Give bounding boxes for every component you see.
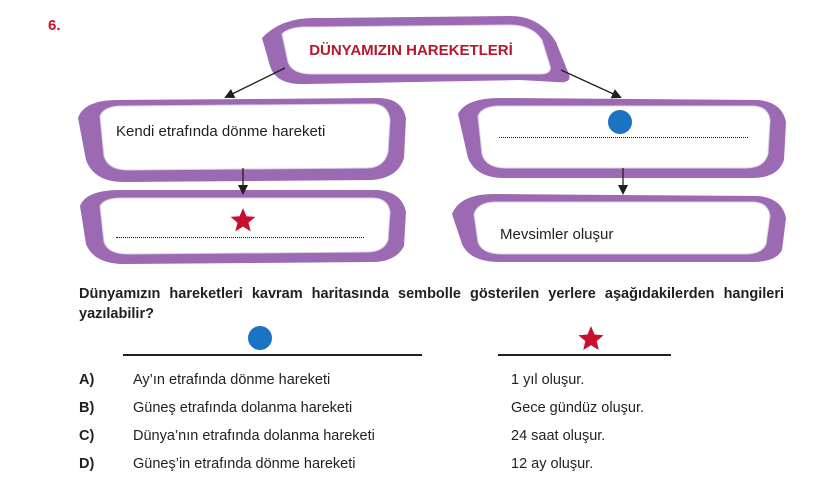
red-star-icon xyxy=(571,322,611,354)
map-title: DÜNYAMIZIN HAREKETLERİ xyxy=(309,42,513,59)
question-number: 6. xyxy=(48,17,61,34)
option-star-text: 12 ay oluşur. xyxy=(511,456,594,472)
option-letter: C) xyxy=(79,428,95,444)
arrow-title-left xyxy=(226,68,285,97)
arrow-title-right xyxy=(561,70,620,97)
option-star-text: 1 yıl oluşur. xyxy=(511,372,585,388)
option-circle-text: Dünya’nın etrafında dolanma hareketi xyxy=(133,428,375,444)
option-star-text: 24 saat oluşur. xyxy=(511,428,606,444)
option-circle-text: Güneş’in etrafında dönme hareketi xyxy=(133,456,356,472)
option-circle-text: Ay’ın etrafında dönme hareketi xyxy=(133,372,331,388)
right-bottom-text: Mevsimler oluşur xyxy=(500,226,614,243)
option-letter: D) xyxy=(79,456,95,472)
left-top-box xyxy=(78,98,406,182)
star-column-rule xyxy=(498,354,671,356)
left-top-text: Kendi etrafında dönme hareketi xyxy=(116,123,326,140)
left-bottom-box xyxy=(80,190,406,264)
option-letter: A) xyxy=(79,372,95,388)
question-text: Dünyamızın hareketleri kavram haritasında sembolle gösterilen yerlere aşağıdakilerden hangileri yazılabilir? xyxy=(79,286,784,322)
option-circle-text: Güneş etrafında dolanma hareketi xyxy=(133,400,353,416)
right-top-box xyxy=(458,98,786,178)
option-star-text: Gece gündüz oluşur. xyxy=(511,400,645,416)
blue-circle-icon xyxy=(240,322,280,354)
right-top-blank-line xyxy=(499,137,748,138)
option-letter: B) xyxy=(79,400,95,416)
map-blue-circle xyxy=(608,110,632,134)
left-bottom-blank-line xyxy=(116,237,364,238)
circle-column-rule xyxy=(123,354,422,356)
